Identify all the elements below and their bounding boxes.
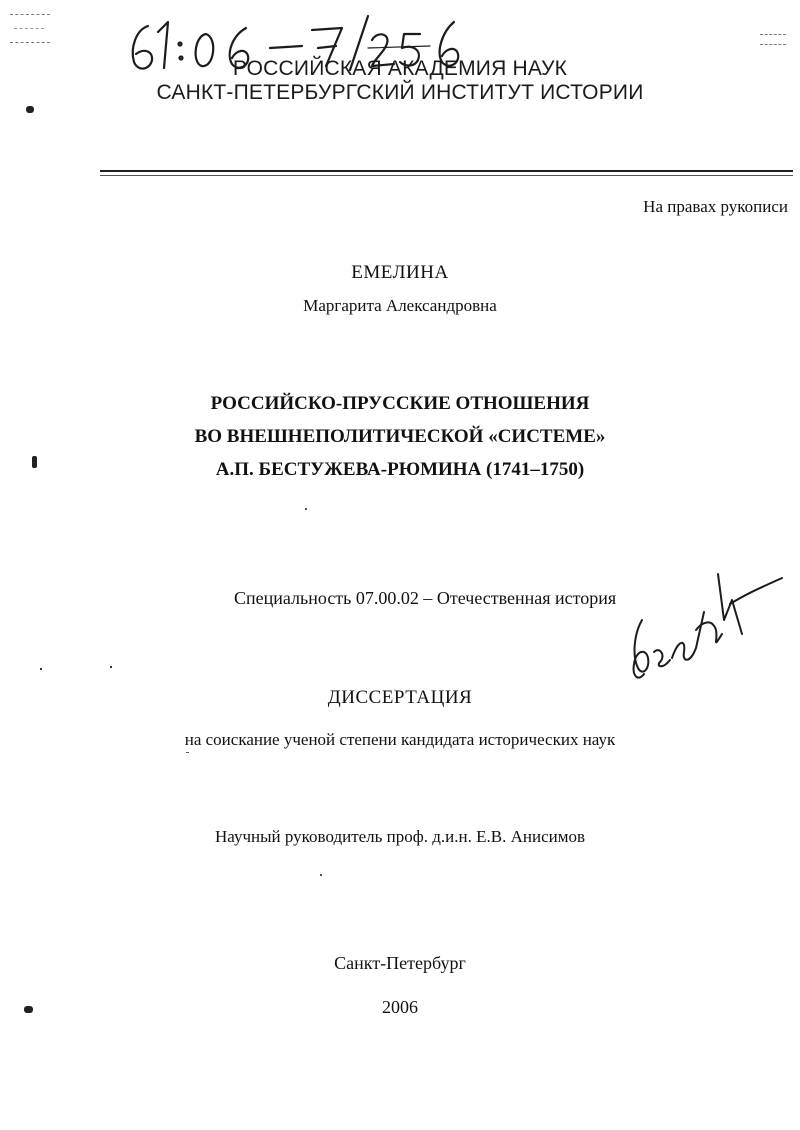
supervisor: Научный руководитель проф. д.и.н. Е.В. Анисимов [214, 827, 585, 846]
degree-purpose: на соискание ученой степени кандидата исторических наук [184, 730, 616, 749]
year: 2006 [382, 997, 418, 1017]
scan-artifact-dot-5 [186, 752, 189, 753]
thesis-title-line-2: ВО ВНЕШНЕПОЛИТИЧЕСКОЙ «СИСТЕМЕ» [194, 426, 606, 447]
header-divider [100, 170, 793, 172]
thesis-title-line-3: А.П. БЕСТУЖЕВА-РЮМИНА (1741–1750) [215, 459, 585, 480]
scan-artifact-dot-3 [305, 508, 307, 510]
institute-name: САНКТ-ПЕТЕРБУРГСКИЙ ИНСТИТУТ ИСТОРИИ [156, 81, 644, 104]
scan-artifact-dot-2 [110, 666, 112, 668]
scan-artifact-dot-4 [320, 874, 322, 876]
header-divider-thin [100, 175, 793, 176]
specialty: Специальность 07.00.02 – Отечественная история [234, 588, 617, 608]
author-surname: ЕМЕЛИНА [351, 262, 449, 283]
scan-artifact-left-1 [24, 104, 38, 116]
thesis-title-line-1: РОССИЙСКО-ПРУССКИЕ ОТНОШЕНИЯ [210, 393, 590, 414]
city: Санкт-Петербург [334, 953, 466, 973]
academy-name: РОССИЙСКАЯ АКАДЕМИЯ НАУК [232, 57, 568, 80]
scan-mark-top-right [760, 30, 790, 50]
author-given-names: Маргарита Александровна [303, 296, 497, 315]
signature [620, 560, 790, 690]
document-type: ДИССЕРТАЦИЯ [327, 687, 473, 708]
scan-mark-top-left [10, 14, 50, 44]
rights-note: На правах рукописи [643, 197, 788, 216]
scan-artifact-left-2 [30, 454, 40, 470]
scan-artifact-dot-1 [40, 668, 42, 670]
scan-artifact-left-3 [22, 1004, 36, 1016]
